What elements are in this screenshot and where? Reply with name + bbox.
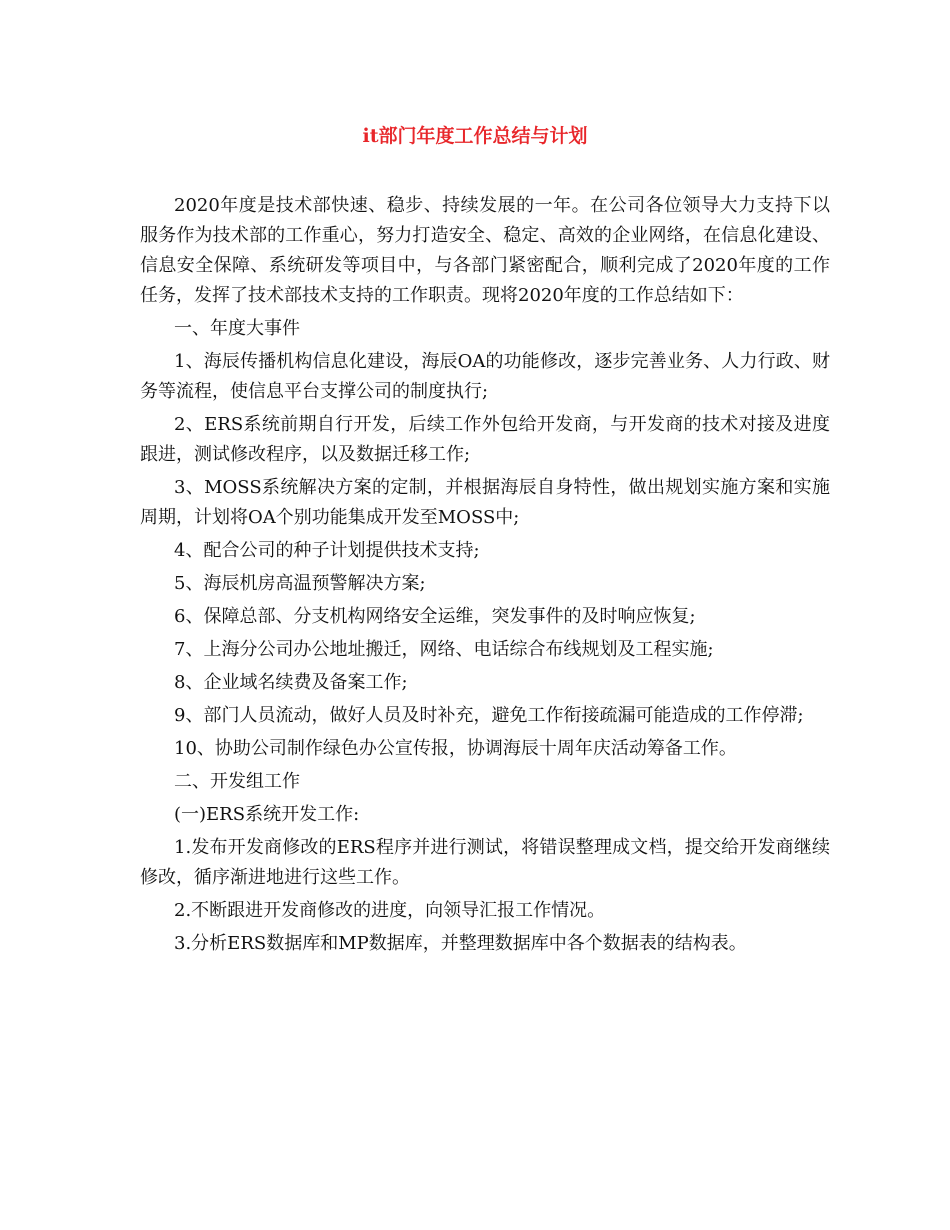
list-item: 3.分析ERS数据库和MP数据库，并整理数据库中各个数据表的结构表。: [174, 933, 747, 954]
section-heading: 二、开发组工作: [174, 771, 300, 792]
list-item: 1.发布开发商修改的ERS程序并进行测试，将错误整理成文档，提交给开发商继续修改，循序渐进地进行这些工作。: [140, 837, 830, 888]
document-body: [140, 191, 830, 962]
list-item: 6、保障总部、分支机构网络安全运维，突发事件的及时响应恢复;: [174, 606, 696, 627]
intro-paragraph: 2020年度是技术部快速、稳步、持续发展的一年。在公司各位领导大力支持下以服务作为技术部的工作重心，努力打造安全、稳定、高效的企业网络，在信息化建设、信息安全保障、系统研发等项目中，与各部门紧密配合，顺利完成了2020年度的工作任务，发挥了技术部技术支持的工作职责。现将2020年度的工作总结如下：: [140, 195, 830, 306]
section-heading: 一、年度大事件: [174, 318, 300, 339]
list-item: 3、MOSS系统解决方案的定制，并根据海辰自身特性，做出规划实施方案和实施周期，计划将OA个别功能集成开发至MOSS中;: [140, 477, 830, 528]
list-item: 9、部门人员流动，做好人员及时补充，避免工作衔接疏漏可能造成的工作停滞;: [174, 705, 804, 726]
list-item: 8、企业域名续费及备案工作;: [174, 672, 408, 693]
list-item: 1、海辰传播机构信息化建设，海辰OA的功能修改，逐步完善业务、人力行政、财务等流程，使信息平台支撑公司的制度执行;: [140, 351, 830, 402]
list-item: 2.不断跟进开发商修改的进度，向领导汇报工作情况。: [174, 900, 606, 921]
list-item: 4、配合公司的种子计划提供技术支持;: [174, 540, 480, 561]
list-item: 7、上海分公司办公地址搬迁，网络、电话综合布线规划及工程实施;: [174, 639, 714, 660]
list-item: 5、海辰机房高温预警解决方案;: [174, 573, 426, 594]
list-item: 10、协助公司制作绿色办公宣传报，协调海辰十周年庆活动筹备工作。: [174, 738, 737, 759]
subsection-heading: (一)ERS系统开发工作:: [174, 804, 360, 825]
list-item: 2、ERS系统前期自行开发，后续工作外包给开发商，与开发商的技术对接及进度跟进，测试修改程序，以及数据迁移工作;: [140, 414, 830, 465]
document-title: it部门年度工作总结与计划: [362, 125, 588, 147]
